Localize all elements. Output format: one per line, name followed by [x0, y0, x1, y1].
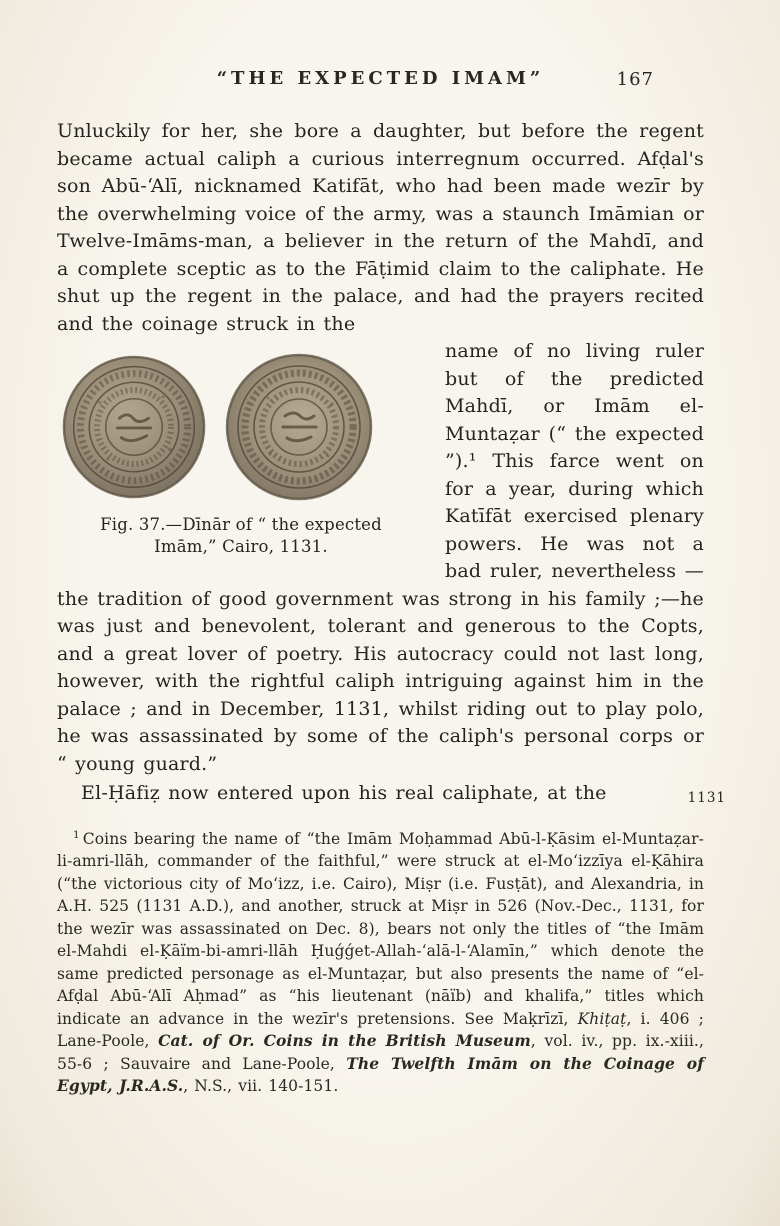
running-title: “THE EXPECTED IMAM”: [216, 68, 545, 89]
figure-37: [57, 344, 425, 558]
coin-photos: [57, 352, 425, 502]
coin-obverse-image: [61, 354, 207, 500]
paragraph-2: [57, 780, 726, 808]
footnote-text-4: , N.S., vii. 140-151.: [183, 1077, 339, 1095]
paragraph-1b: name of no living ruler but of the predicted Mahdī, or Imām el-Muntaẓar (“ the expected ”).¹ This farce went on for a year, during which Katīfāt exercised plenary powers. He was not a bad ruler, nevertheless — the tradition of good government was strong in his family ;—he was just and benevolent, tolerant and generous to the Copts, and a great lover of poetry. His autocracy could not last long, however, with the rightful caliph intriguing against him in the palace ; and in December, 1131, whilst riding out to play polo, he was assassinated by some of the caliph's personal corps or “ young guard.”: [57, 340, 704, 775]
paragraph-2-text: El-Ḥāfiẓ now entered upon his real caliphate, at the: [81, 782, 607, 804]
page-header: [57, 68, 704, 92]
footnote-title-twelfth-imam: The Twelfth Imām on the Coinage of Egypt, J.R.A.S.: [57, 1053, 704, 1095]
footnote-title-khitat: Khiṭaṭ: [577, 1009, 627, 1028]
figure-caption: Fig. 37.—Dīnār of “ the expected Imām,” Cairo, 1131.: [100, 515, 382, 556]
margin-year-note: 1131: [687, 790, 726, 806]
footnote-text-1: Coins bearing the name of “the Imām Moḥammad Abū-l-Ḳāsim el-Muntaẓar-li-amri-llāh, commander of the faithful,” were struck at el-Moʻizzīya el-Ḳāhira (“the victorious city of Moʻizz, i.e. Cairo), Miṣr (i.e. Fusṭāt), and Alexandria, in A.H. 525 (1131 A.D.), and another, struck at Miṣr in 526 (Nov.-Dec., 1131, for the wezīr was assassinated on Dec. 8), bears not only the titles of “the Imām el-Mahdi el-Ḳāïm-bi-amri-llāh Ḥuǵǵet-Allah-ʻalā-l-ʻAlamīn,” which denote the same predicted personage as el-Muntaẓar, but also presents the name of “el-Afḍal Abū-ʻAlī Aḥmad” as “his lieutenant (nāïb) and khalifa,” titles which indicate an advance in the wezīr's pretensions. See Maḳrīzī,: [57, 829, 704, 1028]
paragraph-1a: Unluckily for her, she bore a daughter, but before the regent became actual caliph a curious interregnum occurred. Afḍal's son Abū-ʻAlī, nicknamed Katifāt, who had been made wezīr by the overwhelming voice of the army, was a staunch Imāmian or Twelve-Imāms-man, a believer in the return of the Mahdī, and a complete sceptic as to the Fāṭimid claim to the caliphate. He shut up the regent in the palace, and had the prayers recited and the coinage struck in the: [57, 120, 704, 335]
footnote-text-3: , vol. iv., pp. ix.-xiii., 55-6 ; Sauvaire and Lane-Poole,: [57, 1032, 704, 1073]
footnote-text-2: , i. 406 ; Lane-Poole,: [57, 1009, 704, 1050]
coin-reverse-image: [221, 352, 377, 502]
page-number: 167: [616, 69, 654, 90]
footnote-title-catalogue: Cat. of Or. Coins in the British Museum: [158, 1031, 531, 1050]
paragraph-1b-wrap: [57, 338, 704, 778]
footnote-marker: 1: [73, 828, 80, 841]
footnote: [57, 824, 704, 1098]
